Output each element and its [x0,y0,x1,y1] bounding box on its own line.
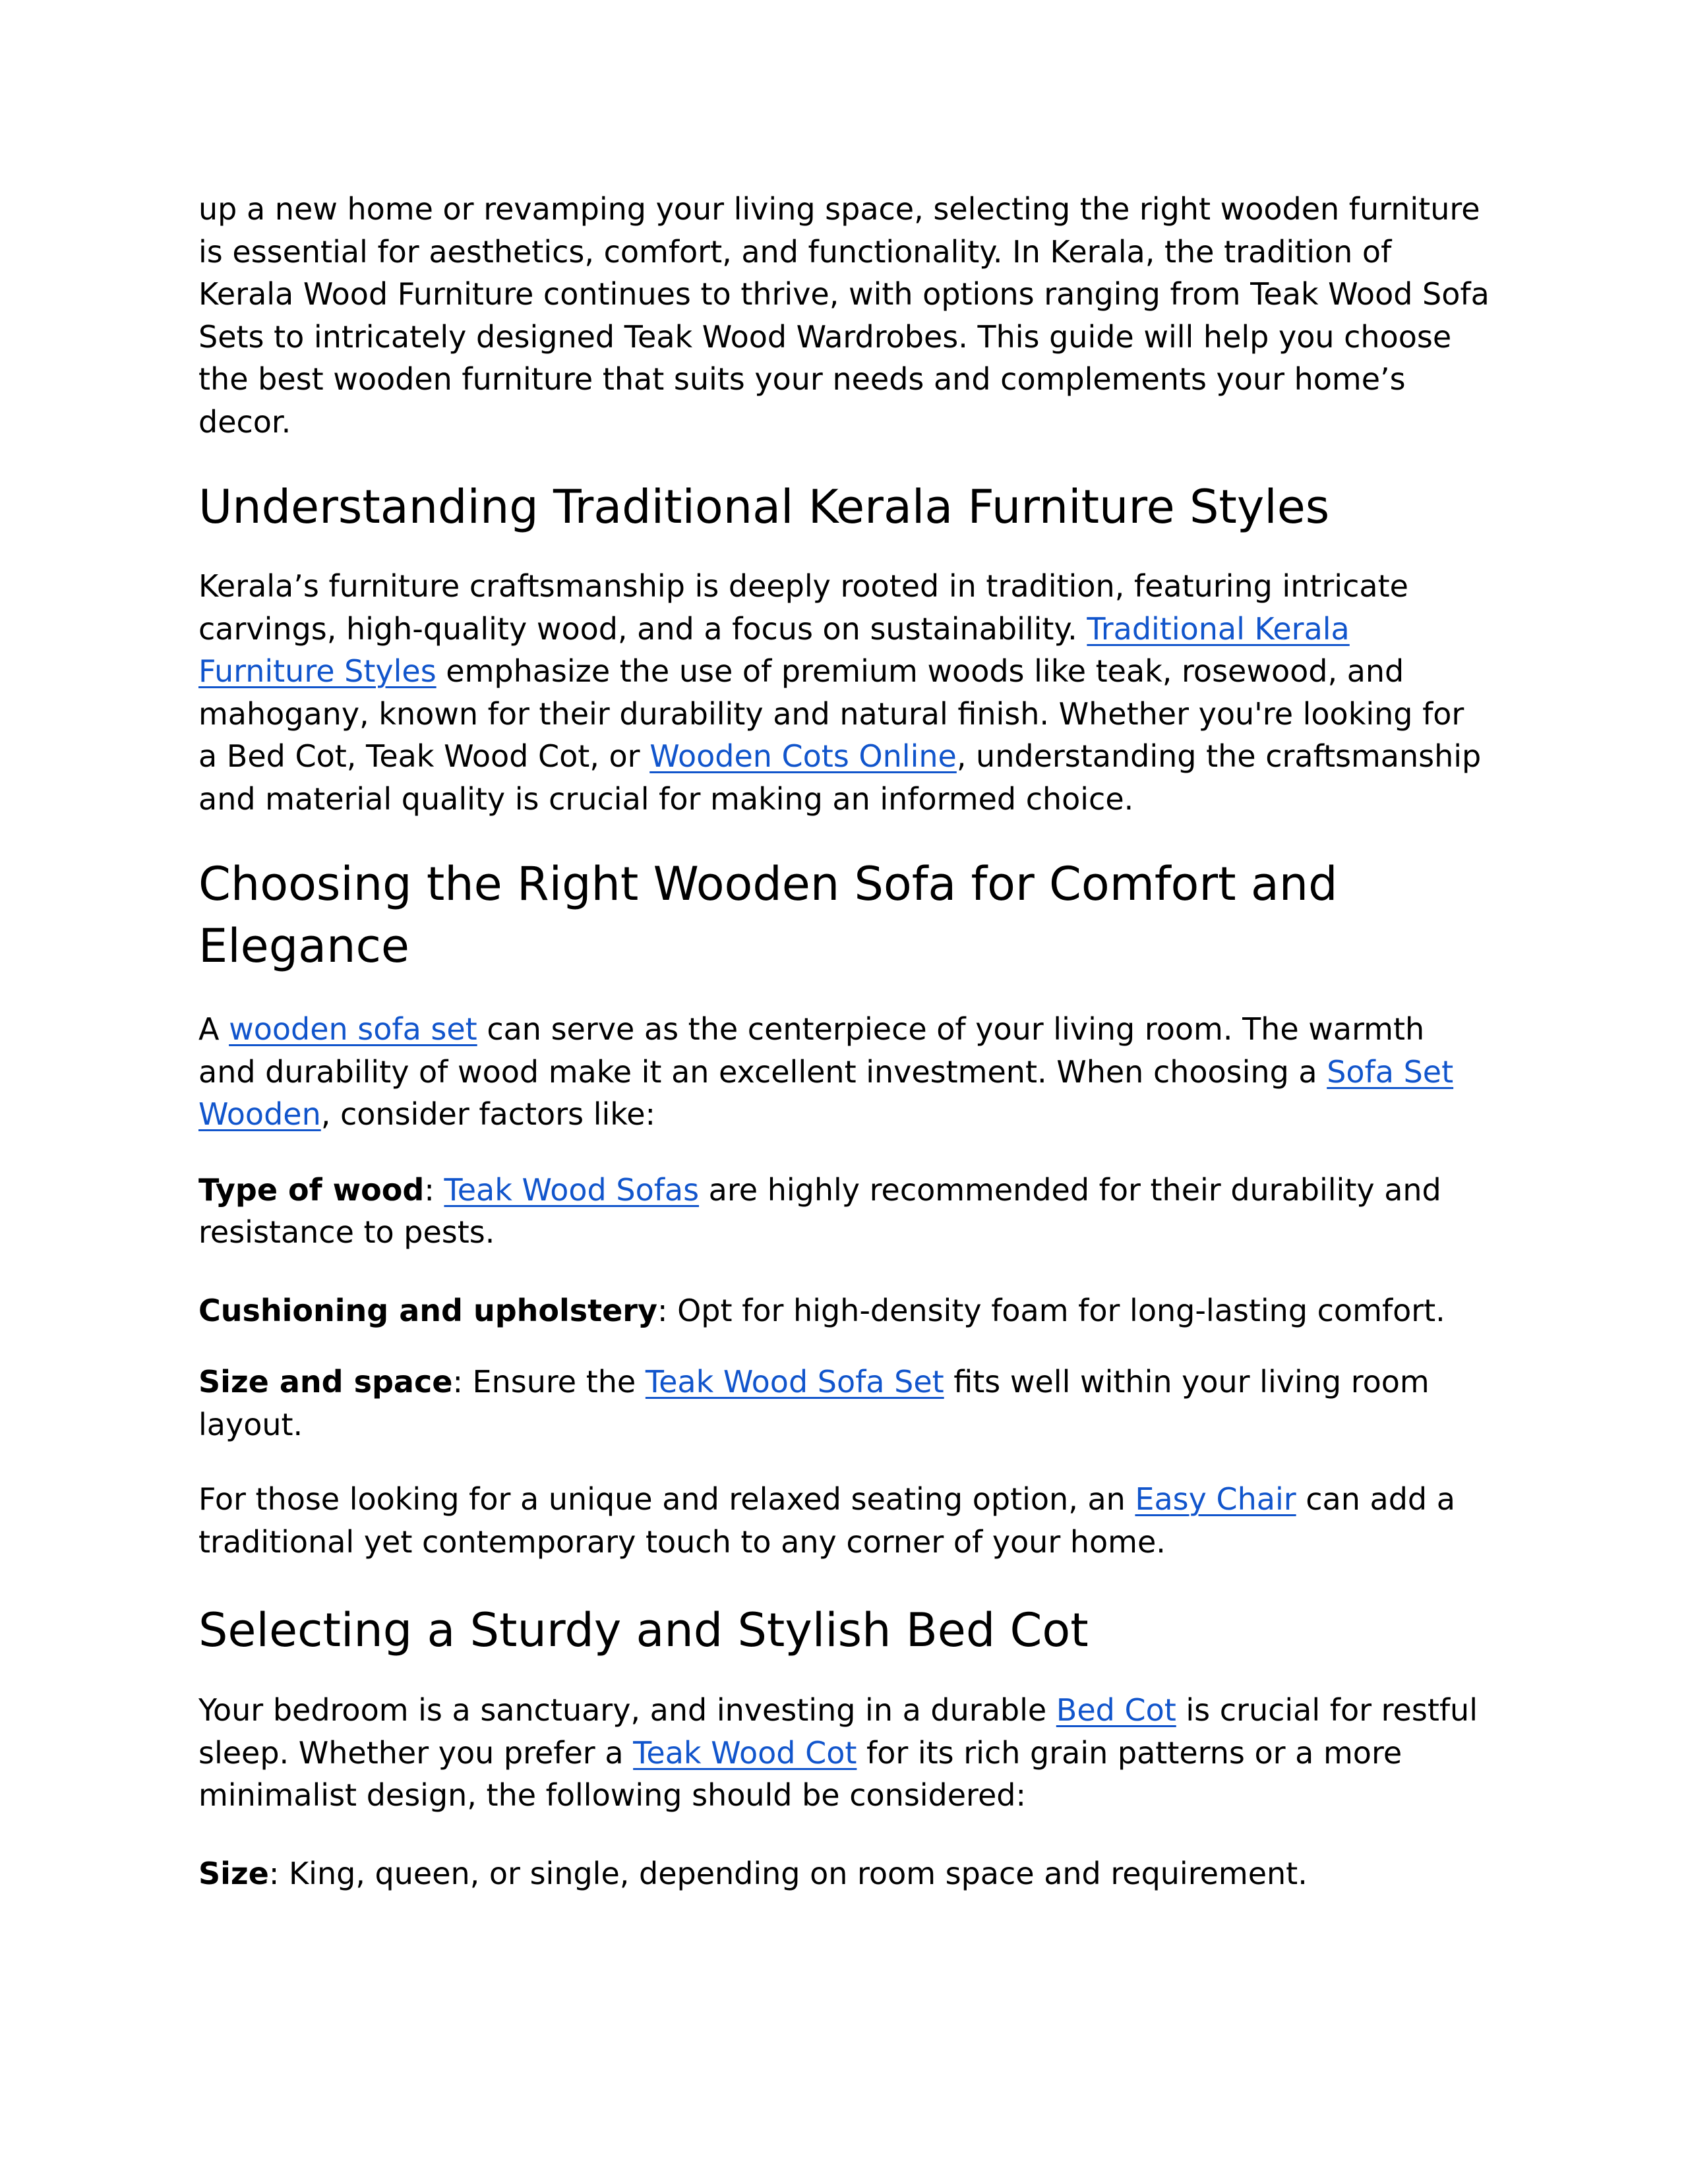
factor-type-of-wood [198,1169,1491,1254]
paragraph-text: , consider factors like: [320,1096,656,1132]
paragraph-bed-cot [198,1689,1491,1817]
paragraph-easy-chair [198,1478,1491,1563]
link-easy-chair[interactable]: Easy Chair [1135,1481,1296,1517]
factor-text: : Ensure the [452,1364,646,1400]
link-teak-wood-sofas[interactable]: Teak Wood Sofas [444,1171,700,1208]
link-teak-wood-sofa-set[interactable]: Teak Wood Sofa Set [645,1364,944,1400]
factor-separator: : [424,1171,444,1208]
link-traditional-kerala-furniture-styles[interactable]: Traditional Kerala Furniture Styles [198,610,1350,689]
paragraph-text: can serve as the centerpiece of your living room. The warmth and durability of wood make it an excellent investment. When choosing a [198,1011,1425,1090]
paragraph-text: Kerala’s furniture craftsmanship is deeply rooted in tradition, featuring intricate carvings, high-quality wood, and a focus on sustainability. [198,568,1408,647]
factor-text: fits well within your living room layout. [198,1364,1430,1442]
paragraph-text: , understanding the craftsmanship and material quality is crucial for making an informed choice. [198,738,1482,817]
paragraph-text: For those looking for a unique and relaxed seating option, an [198,1481,1135,1517]
factor-bed-size [198,1852,1491,1895]
paragraph-text: for its rich grain patterns or a more minimalist design, the following should be considered: [198,1734,1402,1813]
factor-text: : King, queen, or single, depending on room space and requirement. [268,1855,1308,1891]
link-sofa-set-wooden[interactable]: Sofa Set Wooden [198,1053,1454,1132]
link-bed-cot[interactable]: Bed Cot [1056,1692,1176,1728]
paragraph-text: emphasize the use of premium woods like teak, rosewood, and mahogany, known for their durability and natural finish. Whether you're looking for a Bed Cot, Teak Wood Cot, or [198,653,1464,774]
heading-wooden-sofa: Choosing the Right Wooden Sofa for Comfort and Elegance [198,857,1338,973]
document-page [198,188,1491,1895]
factor-label: Size and space [198,1364,453,1400]
link-teak-wood-cot[interactable]: Teak Wood Cot [633,1734,857,1771]
factor-cushioning [198,1289,1491,1332]
factor-size-and-space [198,1361,1491,1446]
paragraph-traditional-styles [198,565,1491,820]
paragraph-text: A [198,1011,229,1047]
factor-label: Cushioning and upholstery [198,1292,657,1328]
link-wooden-cots-online[interactable]: Wooden Cots Online [649,738,957,774]
paragraph-text: is crucial for restful sleep. Whether you prefer a [198,1692,1478,1771]
intro-paragraph: up a new home or revamping your living space, selecting the right wooden furniture is essential for aesthetics, comfort, and functionality. In Kerala, the tradition of Kerala Wood Furniture continues to thrive, with options ranging from Teak Wood Sofa Sets to intricately designed Teak Wood Wardrobes. This guide will help you choose the best wooden furniture that suits your needs and complements your home’s decor. [198,191,1490,440]
paragraph-text: Your bedroom is a sanctuary, and investing in a durable [198,1692,1056,1728]
factor-label: Type of wood [198,1171,425,1208]
paragraph-text: can add a traditional yet contemporary touch to any corner of your home. [198,1481,1455,1560]
link-wooden-sofa-set[interactable]: wooden sofa set [229,1011,477,1047]
heading-traditional-styles: Understanding Traditional Kerala Furniture Styles [198,480,1330,534]
heading-bed-cot: Selecting a Sturdy and Stylish Bed Cot [198,1603,1089,1657]
paragraph-wooden-sofa [198,1008,1491,1136]
factor-text: : Opt for high-density foam for long-lasting comfort. [657,1292,1445,1328]
factor-text: are highly recommended for their durability and resistance to pests. [198,1171,1441,1250]
factor-label: Size [198,1855,269,1891]
